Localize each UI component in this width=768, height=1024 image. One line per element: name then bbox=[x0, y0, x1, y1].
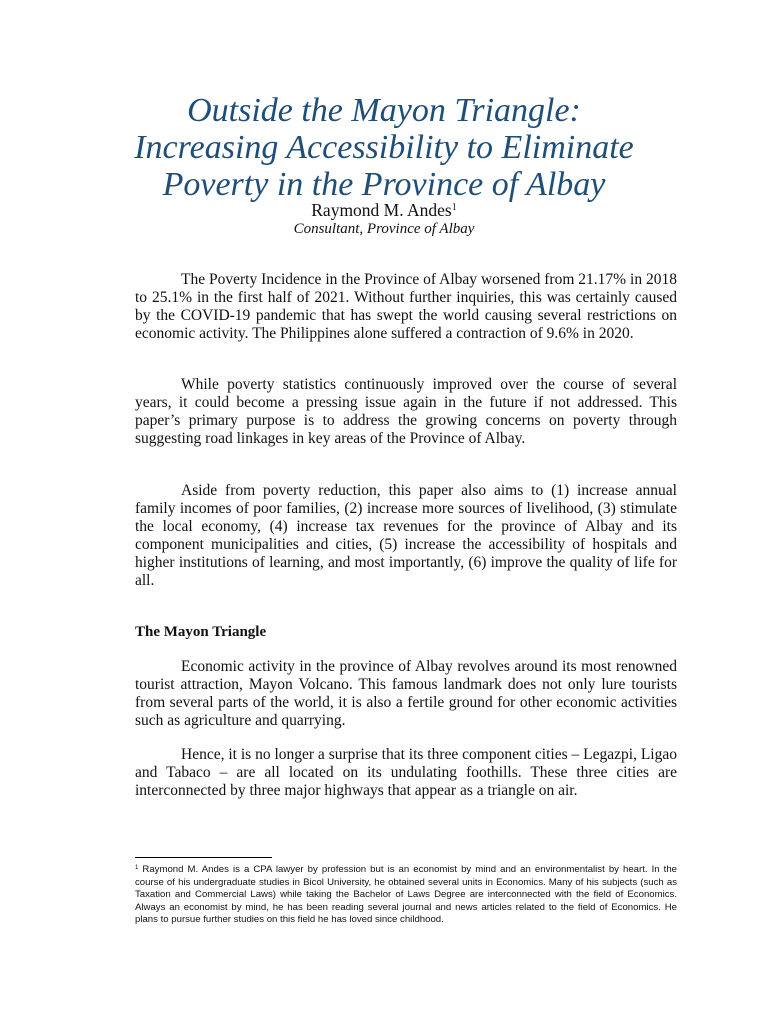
body-paragraph: Economic activity in the province of Albay revolves around its most renowned tourist attraction, Mayon Volcano. This famous landmark does not only lure tourists from several parts of the world, it is also a fertile ground for other economic activities such as agriculture and quarrying. bbox=[135, 658, 677, 729]
title-line: Poverty in the Province of Albay bbox=[162, 166, 606, 203]
body-paragraph: Aside from poverty reduction, this paper also aims to (1) increase annual family incomes of poor families, (2) increase more sources of livelihood, (3) stimulate the local economy, (4) increase tax revenues for the province of Albay and its component municipalities and cities, (5) increase the accessibility of hospitals and higher institutions of learning, and most importantly, (6) improve the quality of life for all. bbox=[135, 482, 677, 589]
footnote-text: Raymond M. Andes is a CPA lawyer by profession but is an economist by mind and an environmentalist by heart. In the course of his undergraduate studies in Bicol University, he obtained several units in Economics. Many of his subjects (such as Taxation and Commercial Laws) while taking the Bachelor of Laws Degree are interconnected with the field of Economics. Always an economist by mind, he has been reading several journal and news articles related to the field of Economics. He plans to pursue further studies on this field he has loved since childhood. bbox=[135, 864, 677, 926]
paper-title bbox=[100, 92, 668, 203]
section-heading: The Mayon Triangle bbox=[135, 624, 267, 640]
author-footnote-mark: 1 bbox=[451, 202, 457, 213]
author-name: Raymond M. Andes bbox=[311, 200, 452, 220]
footnote bbox=[135, 864, 677, 927]
footnote-mark: 1 bbox=[135, 865, 139, 871]
title-line: Increasing Accessibility to Eliminate bbox=[134, 129, 634, 166]
title-line: Outside the Mayon Triangle: bbox=[187, 92, 581, 129]
footnote-divider bbox=[135, 857, 272, 858]
author-affiliation: Consultant, Province of Albay bbox=[293, 221, 475, 237]
author-line bbox=[0, 200, 768, 220]
body-paragraph: The Poverty Incidence in the Province of Albay worsened from 21.17% in 2018 to 25.1% in the first half of 2021. Without further inquiries, this was certainly caused by the COVID-19 pandemic that has swept the world causing several restrictions on economic activity. The Philippines alone suffered a contraction of 9.6% in 2020. bbox=[135, 271, 677, 342]
body-paragraph: Hence, it is no longer a surprise that its three component cities – Legazpi, Ligao and Tabaco – are all located on its undulating foothills. These three cities are interconnected by three major highways that appear as a triangle on air. bbox=[135, 746, 677, 799]
body-paragraph: While poverty statistics continuously improved over the course of several years, it could become a pressing issue again in the future if not addressed. This paper’s primary purpose is to address the growing concerns on poverty through suggesting road linkages in key areas of the Province of Albay. bbox=[135, 376, 677, 447]
